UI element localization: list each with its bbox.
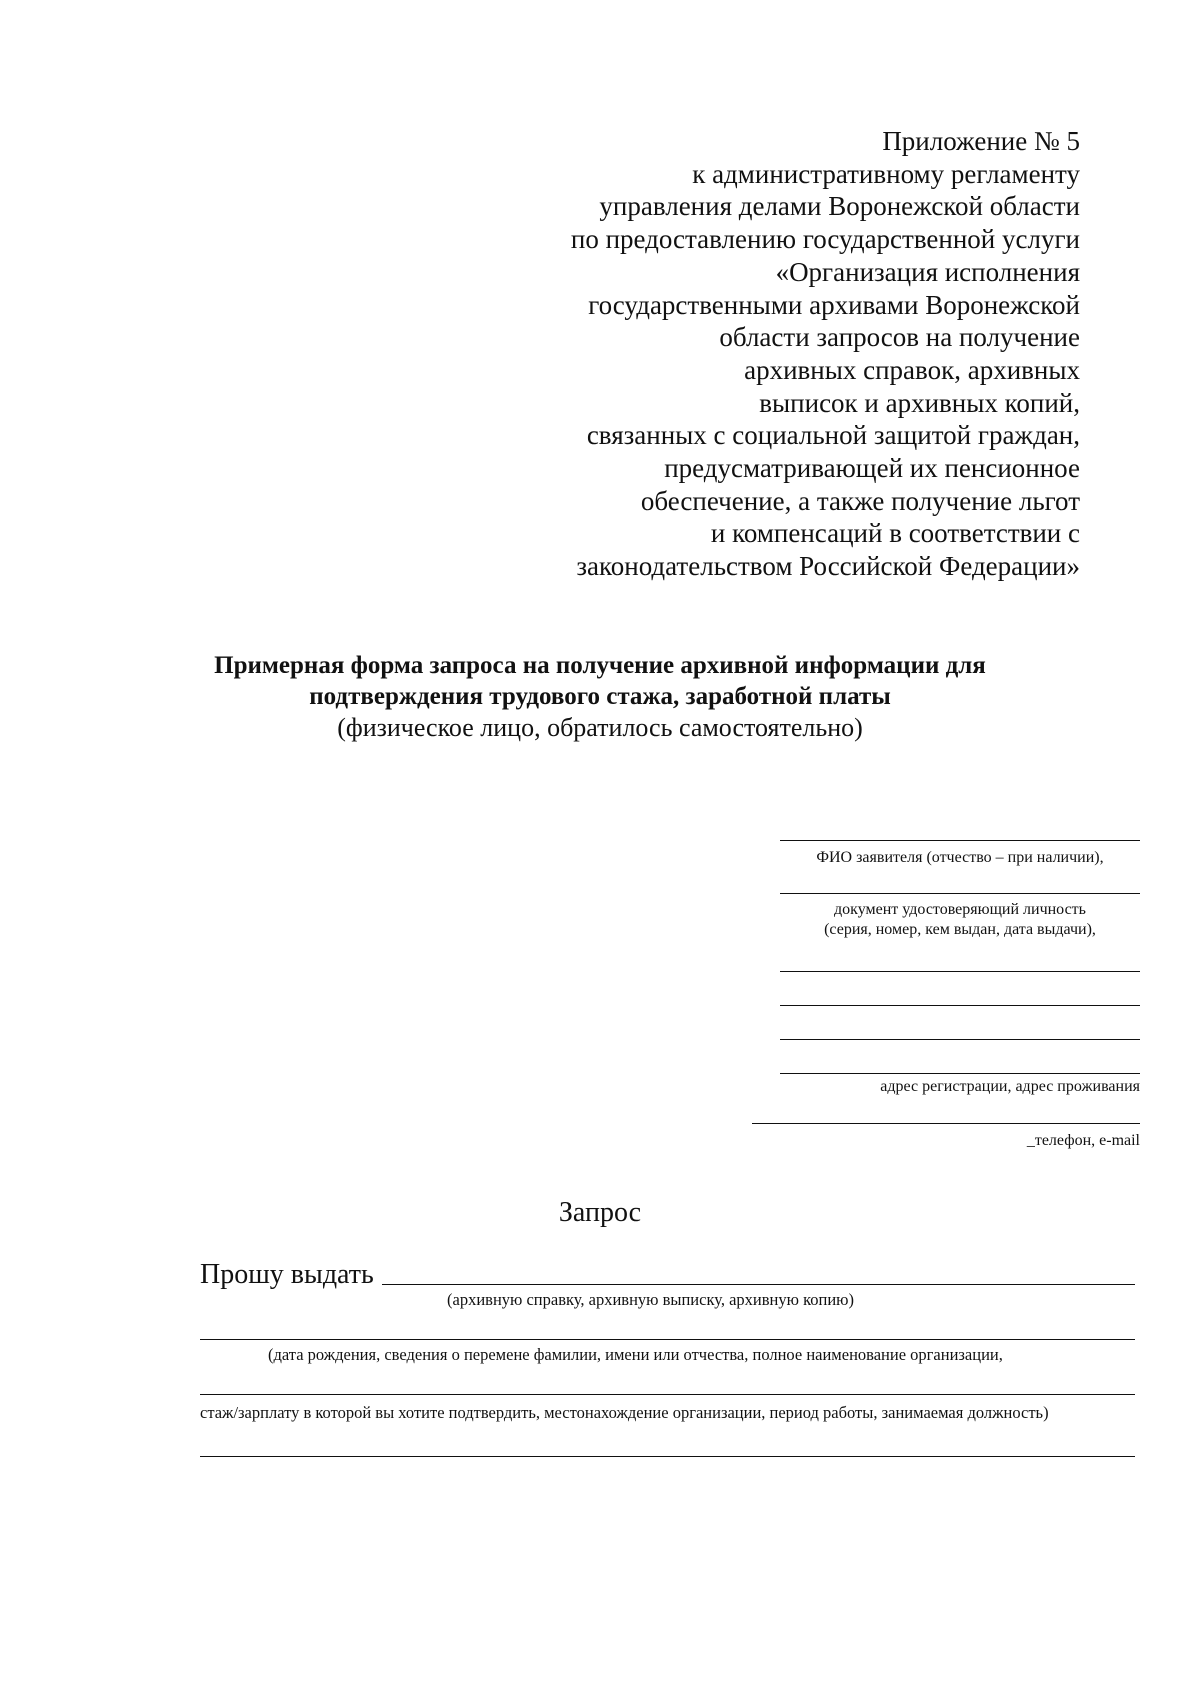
appendix-line: связанных с социальной защитой граждан, (586, 420, 1080, 451)
appendix-header (480, 125, 1080, 583)
form-title-line-1: Примерная форма запроса на получение архивной информации для (214, 652, 986, 679)
details-field-line-3[interactable] (200, 1456, 1135, 1457)
form-subtitle: (физическое лицо, обратилось самостоятельно) (337, 713, 863, 742)
appendix-line: к административному регламенту (692, 158, 1080, 189)
appendix-line: Приложение № 5 (882, 126, 1080, 156)
form-title (120, 650, 1080, 743)
appendix-line: управления делами Воронежской области (599, 191, 1080, 222)
appendix-line: области запросов на получение (719, 322, 1080, 353)
appendix-line: выписок и архивных копий, (759, 387, 1080, 418)
address-field-line-3[interactable] (780, 1039, 1140, 1040)
address-field-line-1[interactable] (780, 971, 1140, 972)
contact-field[interactable] (752, 1123, 1140, 1124)
applicant-block (780, 840, 1140, 1151)
identity-document-field[interactable] (780, 893, 1140, 894)
appendix-line: государственными архивами Воронежской (588, 289, 1080, 320)
appendix-line: архивных справок, архивных (744, 354, 1080, 385)
appendix-line: и компенсаций в соответствии с (710, 518, 1080, 549)
request-type-label: Прошу выдать (200, 1259, 374, 1290)
request-heading: Запрос (558, 1197, 642, 1228)
request-type-caption: (архивную справку, архивную выписку, архивную копию) (447, 1290, 854, 1309)
details-field-line-1[interactable] (200, 1339, 1135, 1340)
details-field-line-2[interactable] (200, 1394, 1135, 1395)
address-field-line-2[interactable] (780, 1005, 1140, 1006)
appendix-line: законодательством Российской Федерации» (576, 551, 1080, 582)
appendix-line: «Организация исполнения (775, 256, 1080, 287)
request-type-row (200, 1255, 1135, 1289)
details-caption-2: стаж/зарплату в которой вы хотите подтвердить, местонахождение организации, период работы, занимаемая должность) (200, 1403, 1049, 1422)
address-field-line-4[interactable] (780, 1073, 1140, 1074)
appendix-line: обеспечение, а также получение льгот (640, 485, 1080, 516)
address-caption: адрес регистрации, адрес проживания (880, 1078, 1140, 1095)
identity-document-caption-2: (серия, номер, кем выдан, дата выдачи), (824, 921, 1096, 938)
appendix-line: предусматривающей их пенсионное (664, 453, 1080, 484)
form-title-line-2: подтверждения трудового стажа, заработной платы (309, 683, 891, 710)
appendix-line: по предоставлению государственной услуги (570, 224, 1080, 255)
request-type-field[interactable] (382, 1284, 1135, 1285)
identity-document-caption-1: документ удостоверяющий личность (834, 901, 1086, 918)
applicant-name-field[interactable] (780, 840, 1140, 841)
details-caption-1: (дата рождения, сведения о перемене фамилии, имени или отчества, полное наименование организации, (268, 1345, 1003, 1364)
contact-caption: _телефон, e-mail (1026, 1132, 1140, 1149)
request-body (200, 1255, 1135, 1457)
applicant-name-caption: ФИО заявителя (отчество – при наличии), (816, 849, 1104, 866)
